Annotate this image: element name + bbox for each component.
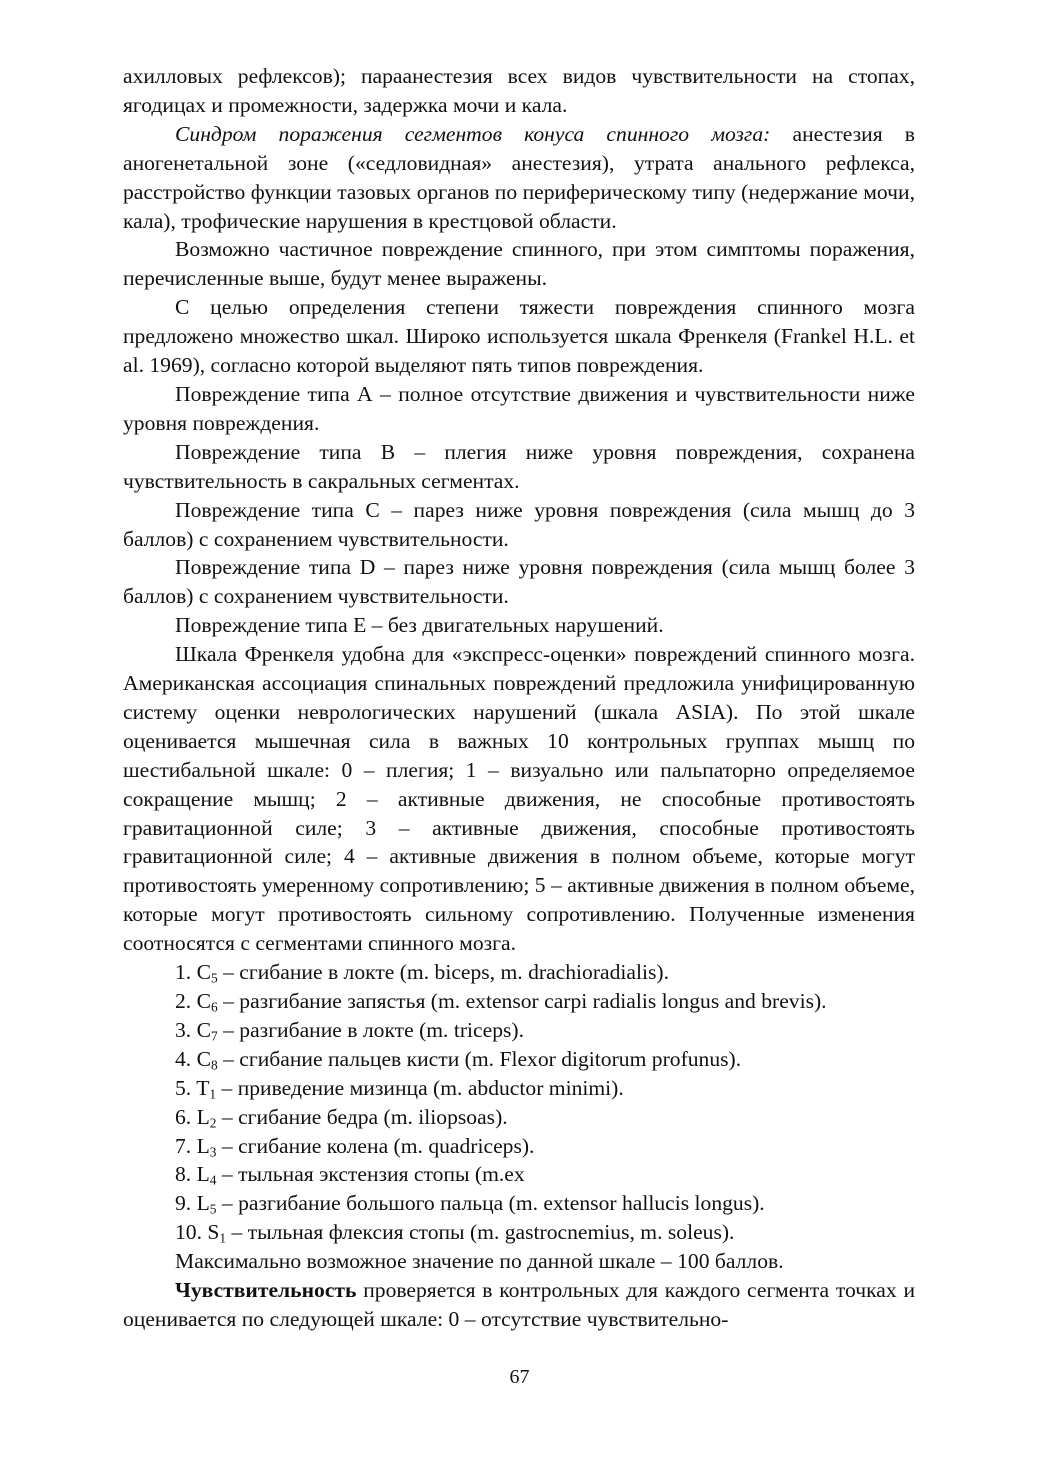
paragraph-partial-injury: Возможно частичное повреждение спинного, при этом симптомы поражения, перечисленные выше, будут менее выражены. — [123, 237, 915, 291]
sensitivity-heading: Чувствительность — [175, 1278, 357, 1303]
list-item: 8. $L_4$ – тыльная экстензия стопы (m.ex — [175, 1162, 525, 1188]
muscle-groups-list — [123, 958, 915, 1247]
paragraph-type-b: Повреждение типа В – плегия ниже уровня повреждения, сохранена чувствительность в сакральных сегментах. — [123, 439, 915, 493]
paragraph-type-a: Повреждение типа А – полное отсутствие движения и чувствительности ниже уровня повреждения. — [123, 381, 915, 435]
paragraph-conus-syndrome — [123, 120, 915, 236]
paragraph-asia-scale: Шкала Френкеля удобна для «экспресс-оценки» повреждений спинного мозга. Американская ассоциация спинальных повреждений предложила унифицированную систему оценки неврологических нарушений (шкала ASIA). По этой шкале оценивается мышечная сила в важных 10 контрольных группах мышц по шестибальной шкале: 0 – плегия; 1 – визуально или пальпаторно определяемое сокращение мышц; 2 – активные движения, не способные противостоять гравитационной силе; 3 – активные движения, способные противостоять гравитационной силе; 4 – активные движения в полном объеме, которые могут противостоять умеренному сопротивлению; 5 – активные движения в полном объеме, которые могут противостоять сильному сопротивлению. Полученные изменения соотносятся с сегментами спинного мозга. — [123, 642, 915, 956]
list-item: 1. $C_5$ – сгибание в локте (m. biceps, m. drachioradialis). — [175, 960, 669, 986]
paragraph-type-c: Повреждение типа С – парез ниже уровня повреждения (сила мышц до 3 баллов) с сохранением чувствительности. — [123, 497, 915, 551]
paragraph-max-score: Максимально возможное значение по данной шкале – 100 баллов. — [175, 1249, 784, 1274]
list-item: 5. $T_1$ – приведение мизинца (m. abductor minimi). — [175, 1075, 624, 1102]
paragraph-frankel-intro: С целью определения степени тяжести повреждения спинного мозга предложено множество шкал. Широко используется шкала Френкеля (Frankel H.L. et al. 1969), согласно которой выделяют пять типов повреждения. — [123, 295, 915, 378]
conus-syndrome-text: анестезия в аногенетальной зоне («седловидная» анестезия), утрата анального рефлекса, расстройство функции тазовых органов по периферическому типу (недержание мочи, кала), трофические нарушения в крестцовой области. — [123, 121, 915, 233]
list-item: 4. $C_8$ – сгибание пальцев кисти (m. Flexor digitorum profunus). — [175, 1046, 742, 1073]
list-item: 6. $L_2$ – сгибание бедра (m. iliopsoas). — [175, 1104, 508, 1130]
paragraph-continuation: ахилловых рефлексов); парaанестезия всех видов чувствительности на стопах, ягодицах и промежности, задержка мочи и кала. — [123, 64, 915, 117]
list-item: 10. $S_1$ – тыльная флексия стопы (m. gastrocnemius, m. soleus). — [175, 1220, 735, 1246]
sensitivity-text: проверяется в контрольных для каждого сегмента точках и оценивается по следующей шкале: 0 – отсутствие чувствительно- — [123, 1278, 915, 1331]
list-item: 3. $C_7$ – разгибание в локте (m. triceps). — [175, 1017, 524, 1044]
paragraph-type-e: Повреждение типа Е – без двигательных нарушений. — [175, 613, 664, 638]
paragraph-sensitivity — [123, 1276, 915, 1334]
paragraph-type-d: Повреждение типа D – парез ниже уровня повреждения (сила мышц более 3 баллов) с сохранением чувствительности. — [123, 555, 915, 609]
conus-syndrome-title: Синдром поражения сегментов конуса спинного мозга: — [175, 121, 771, 146]
page-body — [123, 62, 915, 1334]
list-item: 2. $C_6$ – разгибание запястья (m. extensor carpi radialis longus and brevis). — [175, 989, 827, 1015]
page-number: 67 — [509, 1366, 530, 1388]
list-item: 9. $L_5$ – разгибание большого пальца (m. extensor hallucis longus). — [175, 1191, 765, 1217]
list-item: 7. $L_3$ – сгибание колена (m. quadriceps). — [175, 1133, 535, 1159]
